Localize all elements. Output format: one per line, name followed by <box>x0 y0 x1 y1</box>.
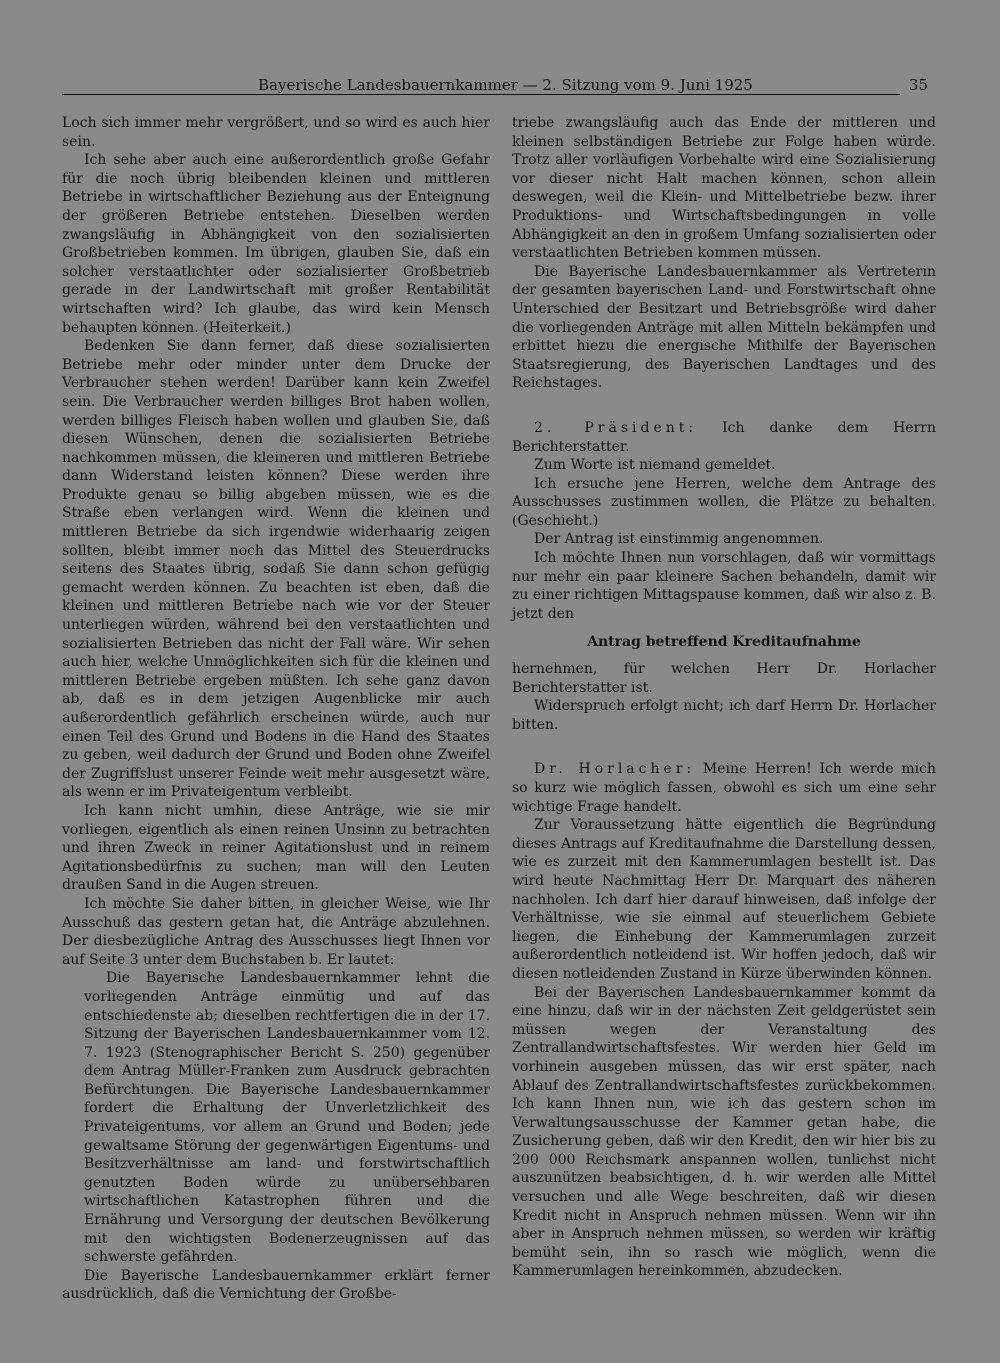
paragraph: hernehmen, für welchen Herr Dr. Horlacher Berichterstatter ist. <box>512 661 936 696</box>
paragraph: Ich möchte Ihnen nun vorschlagen, daß wir vormittags nur mehr ein paar kleinere Sachen behandeln, damit wir zu einer richtigen Mittagspause kommen, daß wir also z. B. jetzt den <box>512 550 936 622</box>
paragraph: triebe zwangsläufig auch das Ende der mittleren und kleinen selbständigen Betriebe zur Folge haben würde. Trotz aller vorläufigen Vorbehalte wird eine Sozialisierung vor dieser nicht Halt machen können, schon allein deswegen, weil die Klein- und Mittelbetriebe bezw. ihrer Produktions- und Wirtschaftsbedingungen in volle Abhängigkeit an den in großem Umfang sozialisierten oder verstaatlichten Betrieben kommen müssen. <box>512 115 936 262</box>
paragraph: Die Bayerische Landesbauernkammer als Vertreterin der gesamten bayerischen Land- und Forstwirtschaft ohne Unterschied der Besitzart und Betriebsgröße wird daher die vorliegenden Anträge mit allen Mitteln bekämpfen und erbittet hiezu die energische Mithilfe der Bayerischen Staatsregierung, des Bayerischen Landtages und des Reichstages. <box>512 263 936 392</box>
speaker-name: Dr. Horlacher: <box>534 761 696 778</box>
paragraph: Bei der Bayerischen Landesbauernkammer kommt da eine hinzu, daß wir in der nächsten Zeit geldgerüstet sein müssen wegen der Veranstaltung des Zentrallandwirtschaftsfestes. Wir werden hier Geld im vorhinein ausgeben müssen, das wir erst später, nach Ablauf des Zentrallandwirtschaftsfestes zurückbekommen. Ich kann Ihnen nun, wie ich das gestern schon im Verwaltungsausschusse der Kammer getan habe, die Zusicherung geben, daß wir den Kredit, den wir hier bis zu 200 000 Reichsmark anspannen wollen, tunlichst nicht auszunützen beabsichtigen, d. h. wir werden alle Mittel versuchen und alle Wege beschreiten, daß wir diesen Kredit nicht in Anspruch nehmen müssen. Wenn wir ihn aber in Anspruch nehmen müssen, so werden wir kräftig bemüht sein, ihn so rasch wie möglich, wenn die Kammerumlagen hereinkommen, abzudecken. <box>512 984 936 1280</box>
paragraph: Ich möchte Sie daher bitten, in gleicher Weise, wie Ihr Ausschuß das gestern getan hat, die Anträge abzulehnen. Der diesbezügliche Antrag des Ausschusses liegt Ihnen vor auf Seite 3 unter dem Buchstaben b. Er lautet: <box>62 895 490 968</box>
paragraph: Ich sehe aber auch eine außerordentlich große Gefahr für die noch übrig bleibenden kleinen und mittleren Betriebe in wirtschaftlicher Beziehung aus der Enteignung der größeren Betriebe entstehen. Dieselben werden zwangsläufig in Abhängigkeit von den sozialisierten Großbetrieben kommen. Im übrigen, glauben Sie, daß ein solcher verstaatlichter oder sozialisierter Großbetrieb gerade in der Landwirtschaft mit großer Rentabilität wirtschaften wird? Ich glaube, das wird kein Mensch behaupten können. (Heiterkeit.) <box>62 152 490 336</box>
speech-text: Ich danke dem Herrn Berichterstatter. <box>512 419 936 455</box>
paragraph: Zur Voraussetzung hätte eigentlich die Begründung dieses Antrags auf Kreditaufnahme die Darstellung dessen, wie es zurzeit mit den Kammerumlagen bestellt ist. Das wird heute Nachmittag Herr Dr. Marquart des näheren nachholen. Ich darf hier darauf hinweisen, daß infolge der Verhältnisse, wie sie einmal auf steuerlichem Gebiete liegen, die Einhebung der Kammerumlagen zurzeit außerordentlich notleidend ist. Wir hoffen jedoch, daß wir diesen notleidenden Zustand in Kürze überwinden können. <box>512 817 936 982</box>
header-title: Bayerische Landesbauernkammer — 2. Sitzung vom 9. Juni 1925 <box>258 76 753 94</box>
paragraph: Zum Worte ist niemand gemeldet. <box>534 457 776 474</box>
header-rule <box>62 94 900 95</box>
running-header <box>62 74 930 96</box>
page-number: 35 <box>908 76 928 94</box>
quoted-motion <box>84 969 490 1267</box>
quote-paragraph: Die Bayerische Landesbauernkammer erklärt ferner ausdrücklich, daß die Vernichtung der Großbe- <box>62 1267 490 1303</box>
paragraph: Loch sich immer mehr vergrößert, und so wird es auch hier sein. <box>62 115 490 150</box>
left-column <box>62 114 490 1304</box>
paragraph: Ich kann nicht umhin, diese Anträge, wie sie mir vorliegen, eigentlich als einen reinen Unsinn zu betrachten und ihren Zweck in reiner Agitationslust und in reinem Agitationsbedürfnis zu suchen; man will den Leuten draußen Sand in die Augen streuen. <box>62 802 490 894</box>
speech-text: Meine Herren! Ich werde mich so kurz wie möglich fassen, obwohl es sich um eine sehr wichtige Frage handelt. <box>512 761 936 815</box>
section-heading: Antrag betreffend Kreditaufnahme <box>587 634 861 651</box>
quote-paragraph: Die Bayerische Landesbauernkammer lehnt die vorliegenden Anträge einmütig und auf das entschiedenste ab; dieselben rechtfertigen die in der 17. Sitzung der Bayerischen Landesbauernkammer vom 12. 7. 1923 (Stenographischer Bericht S. 250) gegenüber dem Antrag Müller-Franken zum Ausdruck gebrachten Befürchtungen. Die Bayerische Landesbauernkammer fordert die Erhaltung der Unverletzlichkeit des Privateigentums, vor allem an Grund und Boden; jede gewaltsame Störung der gegenwärtigen Eigentums- und Besitzverhältnisse am land- und forstwirtschaftlich genutzten Boden würde zu unübersehbaren wirtschaftlichen Katastrophen führen und die Ernährung und Versorgung der deutschen Bevölkerung mit den wichtigsten Bodenerzeugnissen auf das schwerste gefährden. <box>84 970 490 1266</box>
paragraph: Widerspruch erfolgt nicht; ich darf Herrn Dr. Horlacher bitten. <box>512 698 936 733</box>
paragraph: Ich ersuche jene Herren, welche dem Antrage des Ausschusses zustimmen wollen, die Plätze zu behalten. (Geschieht.) <box>512 475 936 529</box>
paragraph: Der Antrag ist einstimmig angenommen. <box>534 531 824 548</box>
speaker-name: 2. Präsident: <box>534 419 698 436</box>
paragraph: Bedenken Sie dann ferner, daß diese sozialisierten Betriebe mehr oder minder unter dem Drucke der Verbraucher stehen werden! Darüber kann kein Zweifel sein. Die Verbraucher werden billiges Brot haben wollen, werden billiges Fleisch haben wollen und glauben Sie, daß diesen Wünschen, denen die sozialisierten Betriebe nachkommen müssen, die kleineren und mittleren Betriebe dann Widerstand leisten können? Diese werden ihre Produkte genau so billig abgeben müssen, wie es die Straße eben verlangen wird. Wenn die kleinen und mittleren Betriebe da sich irgendwie widerhaarig zeigen sollten, bleibt immer noch das Mittel des Steuerdrucks seitens des Staates übrig, sodaß Sie dann schon gefügig gemacht werden können. Zu beachten ist eben, daß die kleinen und mittleren Betriebe nach wie vor der Steuer unterliegen würden, während bei den verstaatlichten und sozialisierten Betrieben das nicht der Fall wäre. Wir sehen auch hier, welche Unmöglichkeiten sich für die kleinen und mittleren Betriebe ergeben müßten. Ich sehe ganz davon ab, daß es in dem jetzigen Augenblicke mir auch außerordentlich gefährlich erscheinen würde, auch nur einen Teil des Grund und Bodens in die Hand des Staates zu geben, weil dadurch der Grund und Boden ohne Zweifel der Zugriffslust unserer Feinde weit mehr ausgesetzt wäre, als wenn er im Privateigentum verbleibt. <box>62 338 490 801</box>
speaker-paragraph <box>512 419 936 456</box>
speaker-paragraph <box>512 760 936 816</box>
right-column <box>512 114 936 1281</box>
